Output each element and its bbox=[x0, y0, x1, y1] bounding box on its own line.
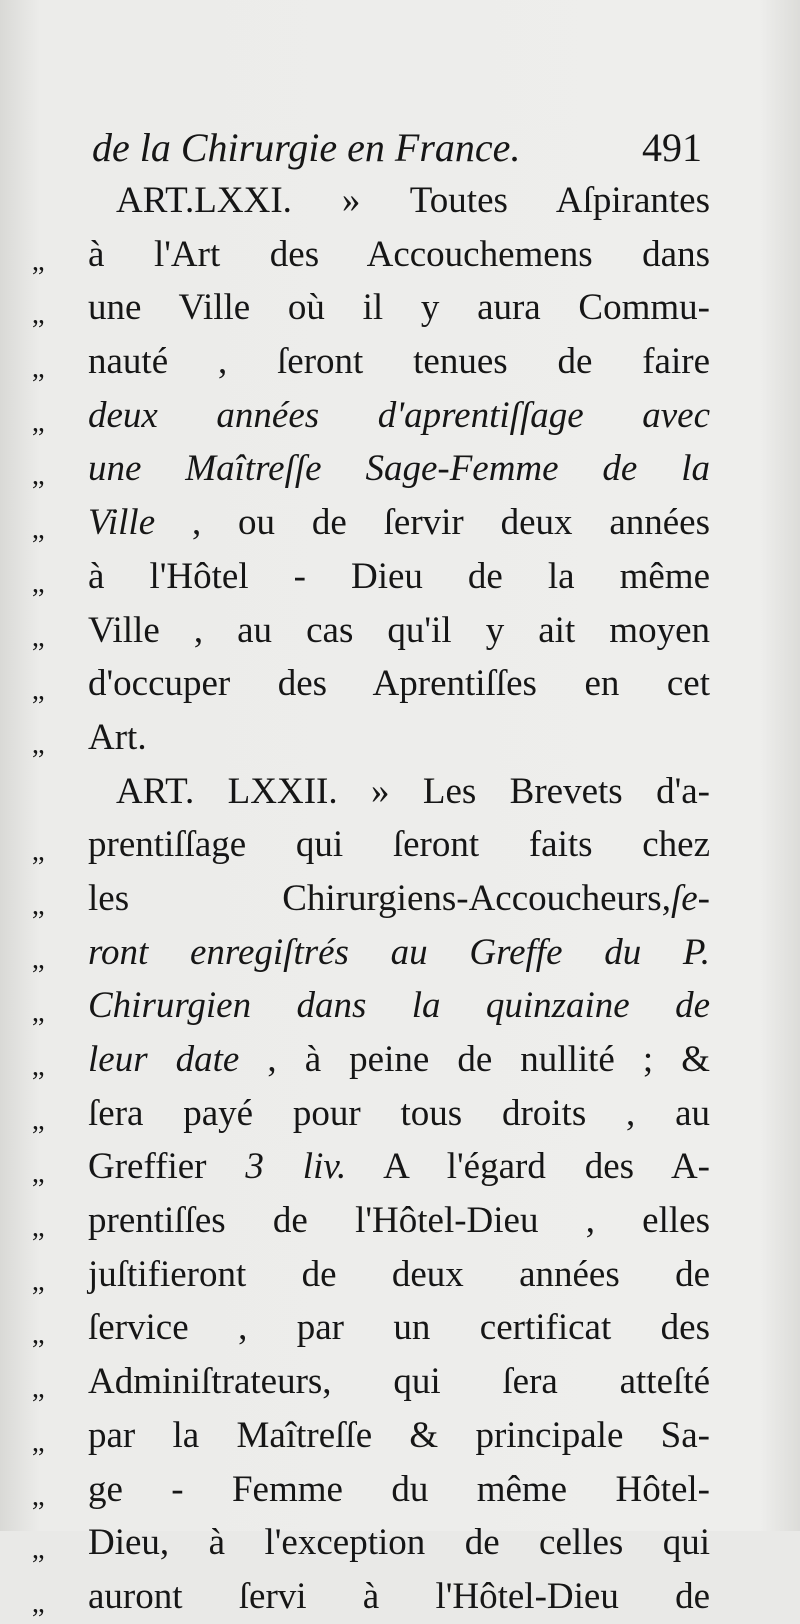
line-text bbox=[116, 765, 710, 819]
roman-text: prentiſſes de l'Hôtel-Dieu , elles bbox=[88, 1200, 710, 1242]
roman-text: Dieu, à l'exception de celles qui bbox=[88, 1522, 710, 1564]
roman-text: ſervice , par un certificat des bbox=[88, 1307, 710, 1349]
roman-text: par la Maîtreſſe & principale Sa- bbox=[88, 1414, 710, 1456]
line-text bbox=[88, 711, 710, 765]
text-line bbox=[32, 979, 712, 1033]
roman-text: ART.LXXI. » Toutes Aſpirantes bbox=[116, 180, 710, 221]
guillemet-mark: ,, bbox=[32, 1104, 44, 1136]
text-line bbox=[32, 657, 712, 711]
text-line bbox=[32, 818, 712, 872]
line-text bbox=[88, 1409, 710, 1463]
line-text bbox=[88, 1140, 710, 1194]
roman-text: ſera payé pour tous droits , au bbox=[88, 1092, 710, 1134]
text-line bbox=[32, 711, 712, 765]
page-number: 491 bbox=[642, 125, 702, 170]
guillemet-mark: ,, bbox=[32, 1051, 44, 1082]
line-text bbox=[88, 1516, 710, 1570]
text-line bbox=[32, 1301, 712, 1355]
text-line bbox=[32, 1570, 712, 1624]
line-text bbox=[88, 1570, 710, 1624]
line-text bbox=[116, 174, 710, 228]
text-line bbox=[32, 281, 712, 335]
line-text bbox=[88, 1355, 710, 1409]
guillemet-mark: ,, bbox=[32, 836, 44, 868]
guillemet-mark: ,, bbox=[32, 943, 44, 975]
guillemet-mark: ,, bbox=[32, 675, 44, 707]
line-text bbox=[88, 228, 710, 282]
text-line bbox=[32, 1409, 712, 1463]
guillemet-mark: ,, bbox=[32, 728, 44, 760]
guillemet-mark: ,, bbox=[32, 1534, 44, 1566]
italic-text: Ville bbox=[88, 502, 156, 544]
roman-text: Ville , au cas qu'il y ait moyen bbox=[88, 609, 710, 651]
line-text bbox=[88, 1301, 710, 1355]
text-line bbox=[32, 1516, 712, 1570]
text-line bbox=[32, 1463, 712, 1517]
line-text bbox=[88, 442, 710, 496]
italic-text: deux années d'aprentiſſage avec bbox=[88, 394, 710, 436]
roman-text: ge - Femme du même Hôtel- bbox=[88, 1468, 710, 1510]
text-line bbox=[32, 1355, 712, 1409]
guillemet-mark: ,, bbox=[32, 353, 44, 385]
line-text bbox=[88, 1248, 710, 1302]
italic-text: leur date bbox=[88, 1039, 240, 1080]
guillemet-mark: ,, bbox=[32, 621, 44, 653]
italic-text: 3 liv. bbox=[245, 1146, 347, 1188]
line-text bbox=[88, 872, 710, 926]
roman-text: , à peine de nullité ; & bbox=[239, 1039, 710, 1080]
line-text bbox=[88, 550, 710, 604]
roman-text: d'occuper des Aprentiſſes en cet bbox=[88, 663, 710, 705]
guillemet-mark: ,, bbox=[32, 1265, 44, 1297]
italic-text: ſe- bbox=[670, 877, 710, 919]
text-line bbox=[32, 1248, 712, 1302]
guillemet-mark: ,, bbox=[32, 567, 44, 599]
text-line bbox=[32, 1087, 712, 1141]
guillemet-mark: ,, bbox=[32, 514, 44, 546]
body-text bbox=[32, 174, 712, 1624]
roman-text: ART. LXXII. » Les Brevets d'a- bbox=[116, 770, 710, 812]
line-text bbox=[88, 1194, 710, 1248]
line-text bbox=[88, 1033, 710, 1087]
guillemet-mark: ,, bbox=[32, 1587, 44, 1619]
roman-text: une Ville où il y aura Commu- bbox=[88, 287, 710, 329]
line-text bbox=[88, 335, 710, 389]
guillemet-mark: ,, bbox=[32, 1480, 44, 1512]
text-line bbox=[32, 335, 712, 389]
guillemet-mark: ,, bbox=[32, 1319, 44, 1351]
text-line bbox=[32, 1194, 712, 1248]
guillemet-mark: ,, bbox=[32, 245, 44, 277]
guillemet-mark: ,, bbox=[32, 1158, 44, 1190]
roman-text: à l'Hôtel - Dieu de la même bbox=[88, 555, 710, 597]
guillemet-mark: ,, bbox=[32, 889, 44, 921]
roman-text: , ou de ſervir deux années bbox=[155, 502, 710, 544]
roman-text: A l'égard des A- bbox=[346, 1146, 710, 1188]
line-text bbox=[88, 604, 710, 658]
line-text bbox=[88, 496, 710, 550]
roman-text: nauté , ſeront tenues de faire bbox=[88, 341, 710, 383]
roman-text: auront ſervi à l'Hôtel-Dieu de bbox=[88, 1575, 710, 1617]
roman-text: Adminiſtrateurs, qui ſera atteſté bbox=[88, 1361, 710, 1403]
text-line bbox=[32, 228, 712, 282]
line-text bbox=[88, 1087, 710, 1141]
text-line bbox=[32, 442, 712, 496]
line-text bbox=[88, 818, 710, 872]
text-line bbox=[32, 389, 712, 443]
line-text bbox=[88, 979, 710, 1033]
text-line bbox=[32, 872, 712, 926]
roman-text: Art. bbox=[88, 716, 147, 758]
text-line bbox=[32, 174, 712, 228]
guillemet-mark: ,, bbox=[32, 997, 44, 1029]
roman-text: à l'Art des Accouchemens dans bbox=[88, 233, 710, 275]
guillemet-mark: ,, bbox=[32, 1426, 44, 1458]
roman-text: les Chirurgiens-Accoucheurs, bbox=[88, 877, 671, 919]
text-line bbox=[32, 496, 712, 550]
running-head bbox=[92, 120, 712, 176]
italic-text: Chirurgien dans la quinzaine de bbox=[88, 985, 710, 1027]
line-text bbox=[88, 657, 710, 711]
text-line bbox=[32, 550, 712, 604]
roman-text: Greffier bbox=[88, 1146, 246, 1188]
line-text bbox=[88, 389, 710, 443]
guillemet-mark: ,, bbox=[32, 299, 44, 331]
running-head-title: de la Chirurgie en France. bbox=[92, 125, 521, 170]
guillemet-mark: ,, bbox=[32, 460, 44, 492]
roman-text: juſtifieront de deux années de bbox=[88, 1253, 710, 1295]
line-text bbox=[88, 281, 710, 335]
text-line bbox=[32, 604, 712, 658]
text-line bbox=[32, 1033, 712, 1087]
roman-text: prentiſſage qui ſeront faits chez bbox=[88, 824, 710, 866]
italic-text: ront enregiſtrés au Greffe du P. bbox=[88, 931, 710, 973]
italic-text: une Maîtreſſe Sage-Femme de la bbox=[88, 448, 710, 490]
line-text bbox=[88, 926, 710, 980]
text-line bbox=[32, 1140, 712, 1194]
text-line bbox=[32, 926, 712, 980]
line-text bbox=[88, 1463, 710, 1517]
guillemet-mark: ,, bbox=[32, 406, 44, 438]
guillemet-mark: ,, bbox=[32, 1212, 44, 1244]
guillemet-mark: ,, bbox=[32, 1373, 44, 1405]
text-line bbox=[32, 765, 712, 819]
